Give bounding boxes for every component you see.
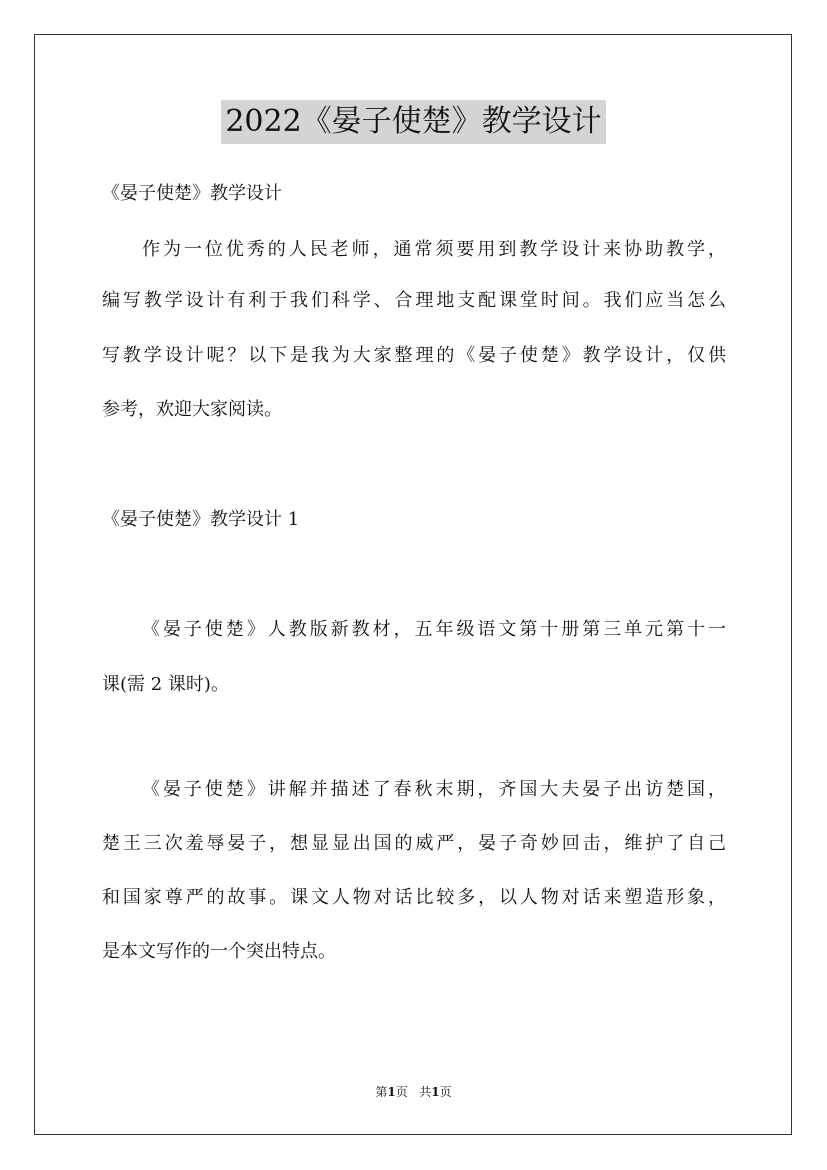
footer-page-number: 1	[387, 1085, 396, 1099]
para2-line-2: 楚王三次羞辱晏子，想显显出国的威严，晏子奇妙回击，维护了自己	[102, 833, 726, 854]
document-title: 2022《晏子使楚》教学设计	[221, 100, 605, 144]
page-footer	[0, 1084, 827, 1100]
para2-line-3: 和国家尊严的故事。课文人物对话比较多，以人物对话来塑造形象，	[102, 887, 726, 908]
para2-line-4: 是本文写作的一个突出特点。	[102, 941, 336, 962]
document-title-block	[0, 100, 827, 144]
intro-line-2: 编写教学设计有利于我们科学、合理地支配课堂时间。我们应当怎么	[102, 290, 726, 311]
footer-total-pages: 1	[431, 1085, 440, 1099]
footer-total-suffix: 页	[439, 1085, 452, 1099]
para2-line-1: 《晏子使楚》讲解并描述了春秋末期，齐国大夫晏子出访楚国，	[142, 779, 726, 800]
para1-line-2: 课(需 2 课时)。	[102, 674, 229, 695]
footer-page-suffix: 页	[395, 1085, 408, 1099]
intro-line-3: 写教学设计呢？以下是我为大家整理的《晏子使楚》教学设计，仅供	[102, 345, 726, 366]
footer-total-prefix: 共	[419, 1085, 432, 1099]
intro-line-4: 参考，欢迎大家阅读。	[102, 399, 282, 420]
subtitle: 《晏子使楚》教学设计	[102, 183, 282, 204]
intro-line-1: 作为一位优秀的人民老师，通常须要用到教学设计来协助教学，	[142, 239, 726, 260]
section-heading: 《晏子使楚》教学设计 1	[102, 509, 300, 530]
footer-page-prefix: 第	[375, 1085, 388, 1099]
para1-line-1: 《晏子使楚》人教版新教材，五年级语文第十册第三单元第十一	[142, 619, 726, 640]
